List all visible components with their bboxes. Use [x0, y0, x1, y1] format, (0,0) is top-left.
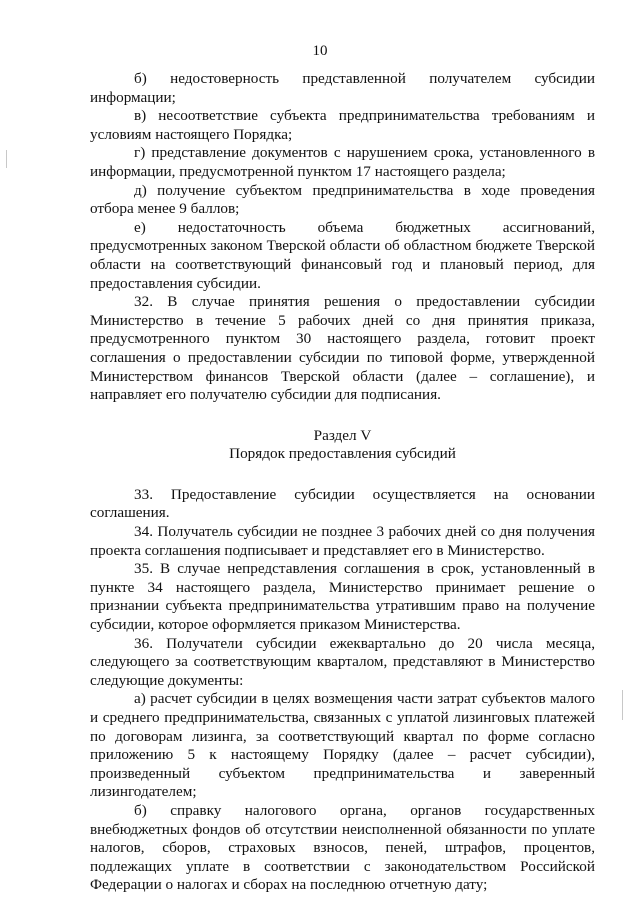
- scan-edge-mark: [6, 150, 7, 168]
- section-title: Порядок предоставления субсидий: [229, 445, 456, 463]
- scan-edge-mark: [622, 690, 623, 720]
- paragraph-33: 33. Предоставление субсидии осуществляется на основании соглашения.: [90, 485, 595, 522]
- paragraph-36: 36. Получатели субсидии ежеквартально до 20 числа месяца, следующего за соответствующим кварталом, представляют в Министерство следующие документы:: [90, 634, 595, 689]
- paragraph-36-a: а) расчет субсидии в целях возмещения части затрат субъектов малого и среднего предпринимательства, связанных с уплатой лизинговых платежей по договорам лизинга, за соответствующий квартал по форме согласно приложению 5 к настоящему Порядку (далее – расчет субсидии), произведенный субъектом предпринимательства и заверенный лизингодателем;: [90, 690, 595, 801]
- paragraph-v: в) несоответствие субъекта предпринимательства требованиям и условиям настоящего Порядка;: [90, 107, 595, 143]
- page-number: 10: [312, 43, 328, 59]
- paragraph-d: д) получение субъектом предпринимательства в ходе проведения отбора менее 9 баллов;: [90, 181, 595, 218]
- paragraph-g: г) представление документов с нарушением срока, установленного в информации, предусмотренной пунктом 17 настоящего раздела;: [90, 144, 595, 180]
- paragraph-e: е) недостаточность объема бюджетных ассигнований, предусмотренных законом Тверской области об областном бюджете Тверской области на соответствующий финансовый год и плановый период, для предоставления субсидии.: [90, 218, 595, 292]
- paragraph-34: 34. Получатель субсидии не позднее 3 рабочих дней со дня получения проекта соглашения подписывает и представляет его в Министерство.: [90, 523, 595, 559]
- paragraph-b: б) недостоверность представленной получателем субсидии информации;: [90, 70, 595, 106]
- paragraph-35: 35. В случае непредставления соглашения в срок, установленный в пункте 34 настоящего раздела, Министерство принимает решение о признании субъекта предпринимательства утратившим право на получение субсидии, которое оформляется приказом Министерства.: [90, 560, 595, 634]
- section-number: Раздел V: [313, 426, 372, 444]
- paragraph-36-b: б) справку налогового органа, органов государственных внебюджетных фондов об отсутствии неисполненной обязанности по уплате налогов, сборов, страховых взносов, пеней, штрафов, процентов, подлежащих уплате в соответствии с законодательством Российской Федерации о налогах и сборах на последнюю отчетную дату;: [90, 801, 595, 894]
- paragraph-32: 32. В случае принятия решения о предоставлении субсидии Министерство в течение 5 рабочих дней со дня принятия приказа, предусмотренного пунктом 30 настоящего раздела, готовит проект соглашения о предоставлении субсидии по типовой форме, утвержденной Министерством финансов Тверской области (далее – соглашение), и направляет его получателю субсидии для подписания.: [90, 293, 595, 404]
- document-body: [90, 70, 595, 895]
